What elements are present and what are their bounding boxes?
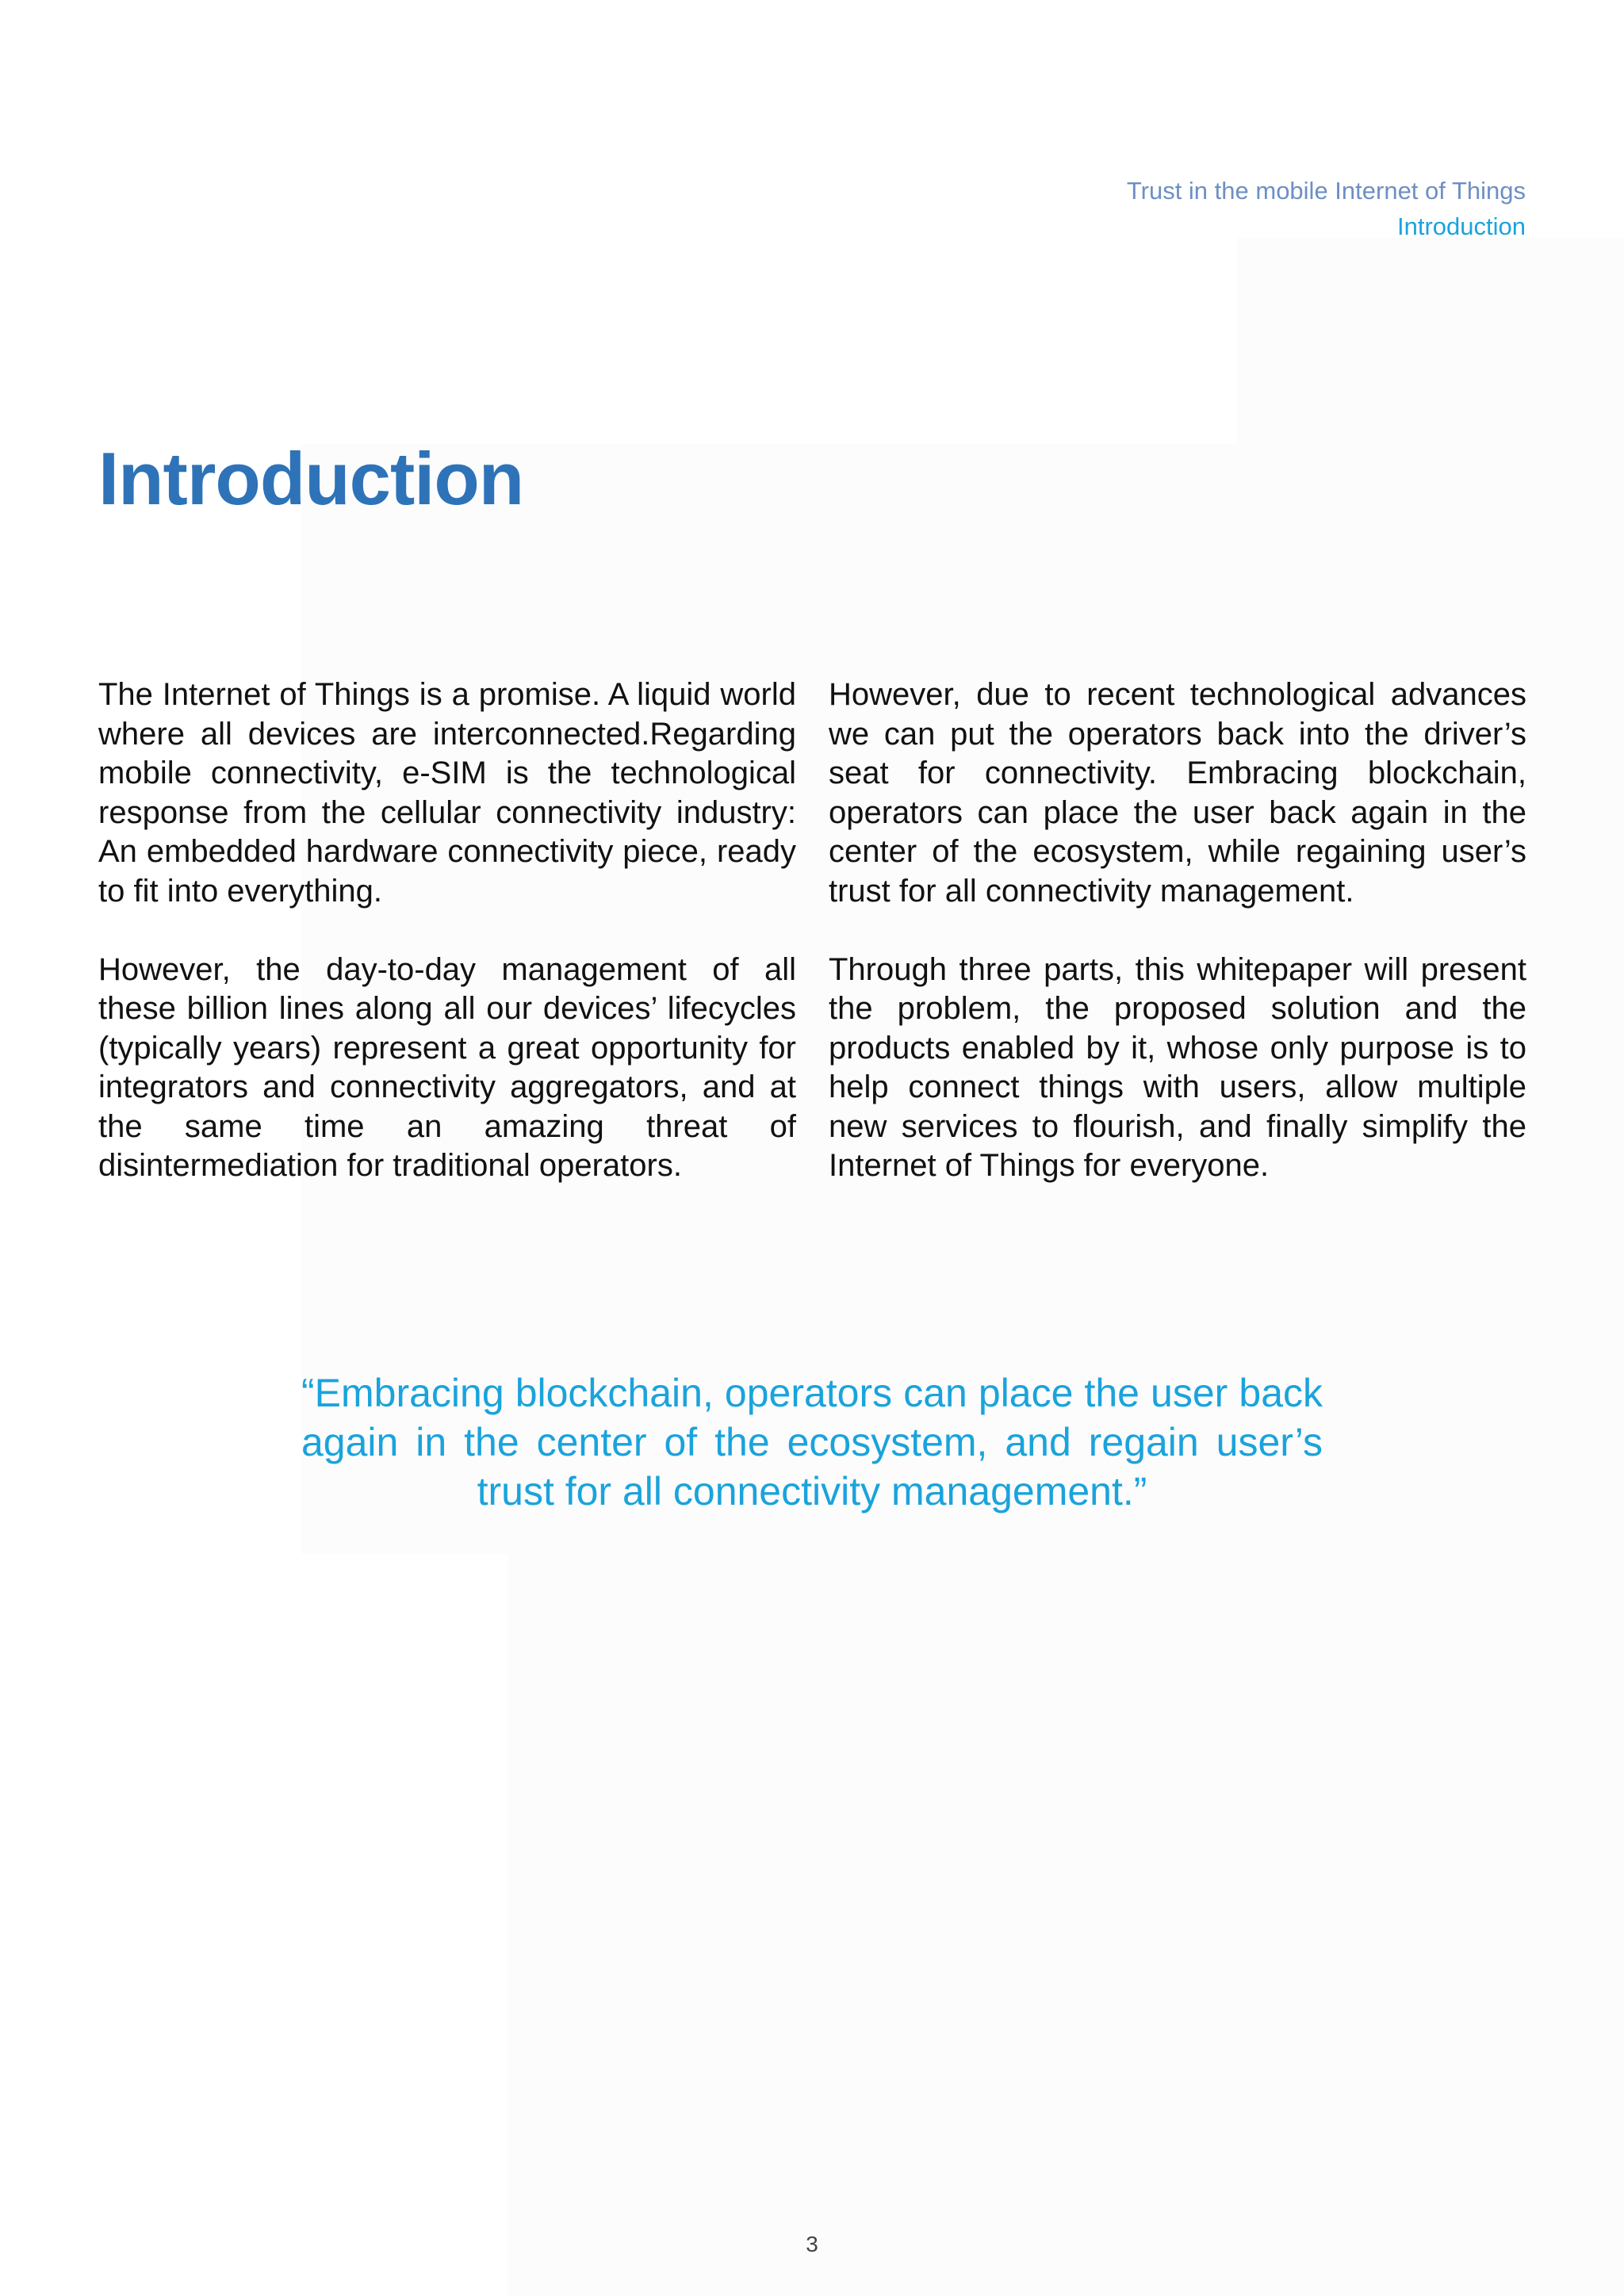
left-column [98,675,796,1225]
paragraph: Through three parts, this whitepaper will present the problem, the proposed solution and the products enabled by it, whose only purpose is to help connect things with users, allow multiple new services to flourish, and finally simplify the Internet of Things for everyone. [829,951,1526,1183]
page-title: Introduction [98,437,524,520]
running-header [1127,173,1526,244]
pull-quote: “Embracing blockchain, operators can place the user back again in the center of the ecosystem, and regain user’s trust for all connectivity management.” [301,1371,1323,1513]
paragraph: The Internet of Things is a promise. A liquid world where all devices are interconnected.Regarding mobile connectivity, e-SIM is the technological response from the cellular connectivity industry: An embedded hardware connectivity piece, ready to fit into everything. [98,677,796,909]
paragraph: However, the day-to-day management of all these billion lines along all our devices’ lifecycles (typically years) represent a great opportunity for integrators and connectivity aggregators, and at the same time an amazing threat of disintermediation for traditional operators. [98,951,796,1183]
paragraph: However, due to recent technological advances we can put the operators back into the driver’s seat for connectivity. Embracing blockchain, operators can place the user back again in the center of the ecosystem, while regaining user’s trust for all connectivity management. [829,677,1526,909]
background-panel-upper [1237,238,1624,444]
page-number: 3 [806,2232,818,2256]
background-panel-lower [508,1554,1624,2296]
document-title: Trust in the mobile Internet of Things [1126,177,1526,205]
section-name: Introduction [1397,212,1526,240]
right-column [829,675,1526,1225]
